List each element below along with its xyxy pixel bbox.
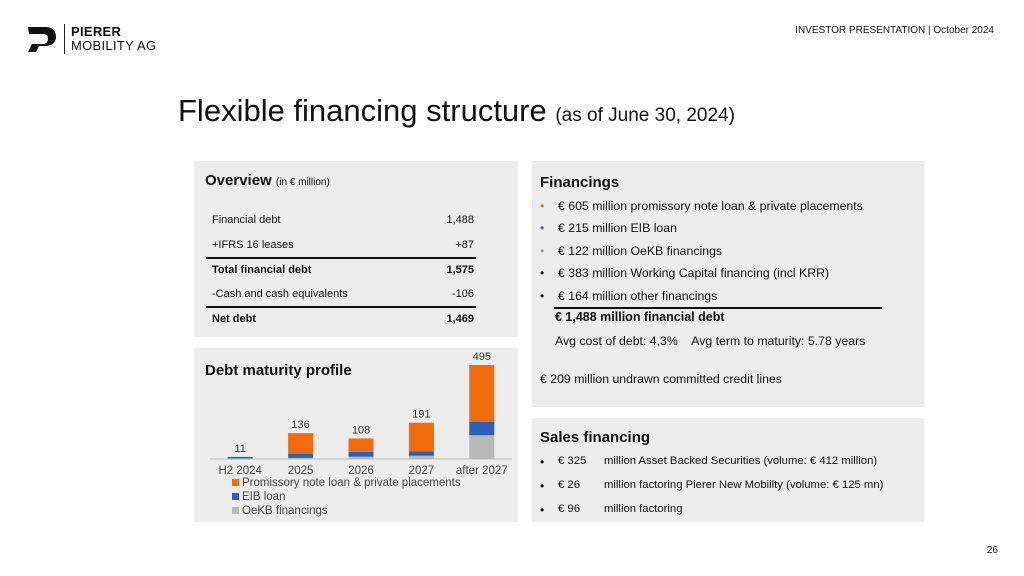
bar-total-label: 136 (291, 419, 310, 432)
undrawn-credit-lines: € 209 million undrawn committed credit lines (540, 372, 782, 386)
overview-row-value: 1,488 (446, 213, 474, 226)
bullet-icon: • (540, 266, 545, 281)
sales-item-amount: € 26 (558, 479, 580, 491)
bar-segment (409, 451, 434, 456)
bar-segment (349, 438, 374, 451)
sales-financing-title: Sales financing (540, 429, 651, 446)
logo-text (71, 25, 156, 53)
legend-swatch (232, 507, 239, 514)
bar-segment (349, 452, 374, 457)
sales-financing-panel (532, 418, 924, 522)
logo-separator (64, 24, 65, 54)
financings-panel (532, 161, 924, 407)
overview-row-value: 1,575 (446, 263, 474, 276)
debt-maturity-title: Debt maturity profile (205, 362, 352, 379)
overview-row-value: +87 (455, 238, 474, 251)
financings-title: Financings (540, 174, 620, 191)
debt-maturity-chart (194, 348, 518, 522)
company-logo (26, 24, 156, 54)
page-number: 26 (986, 545, 998, 556)
financings-divider (554, 307, 882, 309)
financing-item-text: € 215 million EIB loan (558, 221, 677, 236)
sales-item (540, 503, 682, 517)
x-tick-label: 2026 (348, 465, 374, 477)
sales-item (540, 455, 877, 469)
sales-item-text: million Asset Backed Securities (volume: € 412 million) (604, 455, 878, 467)
legend-swatch (232, 479, 239, 486)
financing-item (540, 266, 863, 288)
logo-line-2: MOBILITY AG (71, 38, 157, 53)
bar-segment (409, 456, 434, 459)
bar-total-label: 108 (351, 424, 371, 437)
bullet-icon: • (540, 199, 545, 213)
financing-item-text: € 122 million OeKB financings (558, 243, 723, 258)
financings-total: € 1,488 million financial debt (555, 310, 725, 324)
overview-row (212, 257, 474, 282)
pierer-logo-icon (26, 25, 58, 53)
overview-row-label: -Cash and cash equivalents (212, 287, 348, 300)
overview-row-value: 1,469 (446, 312, 474, 325)
financing-item-text: € 605 million promissory note loan & private placements (558, 199, 863, 213)
bullet-icon: • (540, 455, 545, 469)
bar-segment (228, 457, 253, 459)
financing-item-text: € 383 million Working Capital financing (incl KRR) (558, 266, 830, 281)
legend-label: OeKB financings (242, 505, 328, 517)
bar-segment (228, 458, 253, 459)
financings-averages (555, 334, 865, 348)
overview-row-label: Financial debt (212, 213, 281, 226)
bar-total-label: 191 (412, 408, 431, 421)
legend-label: EIB loan (242, 491, 286, 503)
sales-item-text: million factoring Pierer New Mobiilty (volume: € 125 mn) (604, 479, 884, 491)
overview-row-label: Net debt (212, 312, 256, 325)
bar-segment (469, 422, 494, 435)
bar-segment (288, 458, 313, 459)
bar-segment (469, 365, 494, 422)
x-tick-label: after 2027 (455, 465, 508, 477)
overview-row (212, 232, 474, 257)
bullet-icon: • (540, 503, 545, 517)
sales-item-text: million factoring (604, 503, 683, 515)
financing-item (540, 199, 863, 221)
x-tick-label: 2027 (408, 465, 435, 477)
overview-row (212, 207, 474, 232)
financing-item (540, 244, 863, 266)
overview-title (205, 172, 330, 189)
financings-list (540, 199, 863, 311)
logo-line-1: PIERER (71, 24, 122, 39)
legend-label: Promissory note loan & private placements (242, 477, 461, 489)
debt-maturity-panel (194, 348, 518, 522)
financing-item-text: € 164 million other financings (558, 288, 718, 303)
x-tick-label: H2 2024 (218, 465, 262, 477)
slide-title-sub: (as of June 30, 2024) (555, 105, 735, 126)
overview-row-value: -106 (451, 287, 474, 300)
sales-item-amount: € 325 (558, 455, 587, 467)
bullet-icon: • (540, 221, 545, 236)
x-tick-label: 2025 (287, 465, 314, 477)
slide-title (178, 93, 735, 129)
bar-segment (469, 435, 494, 459)
overview-row-label: +IFRS 16 leases (212, 238, 294, 251)
bar-segment (349, 457, 374, 459)
bar-segment (288, 433, 313, 454)
avg-cost-of-debt: Avg cost of debt: 4,3% (555, 334, 678, 348)
overview-row (212, 306, 474, 331)
avg-term-to-maturity: Avg term to maturity: 5.78 years (691, 334, 866, 348)
overview-unit: (in € million) (275, 177, 330, 188)
overview-title-text: Overview (205, 172, 272, 189)
bar-total-label: 11 (234, 442, 246, 455)
bullet-icon: • (540, 479, 545, 493)
sales-item (540, 479, 883, 493)
slide-title-main: Flexible financing structure (178, 93, 547, 128)
bar-segment (288, 454, 313, 458)
bullet-icon: • (540, 288, 545, 303)
legend-swatch (232, 493, 239, 500)
overview-panel (194, 161, 518, 337)
bar-segment (409, 423, 434, 452)
presentation-header: INVESTOR PRESENTATION | October 2024 (795, 25, 994, 36)
bullet-icon: • (540, 243, 545, 258)
financing-item (540, 221, 863, 243)
bar-total-label: 495 (472, 350, 491, 363)
overview-row-label: Total financial debt (212, 263, 312, 276)
sales-item-amount: € 96 (558, 503, 580, 515)
overview-row (212, 281, 474, 306)
